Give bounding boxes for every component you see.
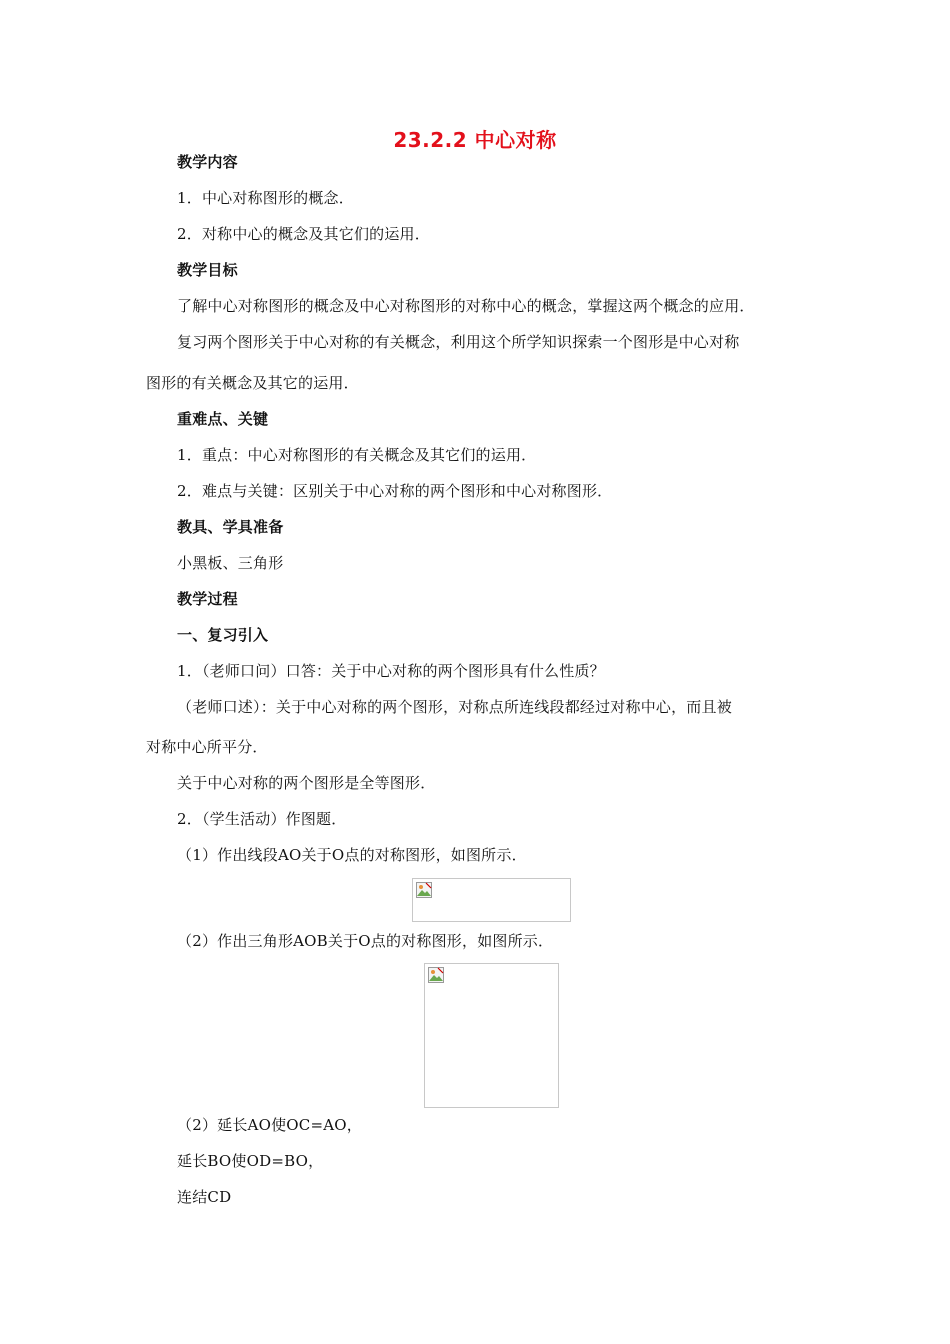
review-paragraph-line2: 对称中心所平分． <box>146 738 268 756</box>
heading-process: 教学过程 <box>177 590 238 608</box>
step-item-3: 连结CD <box>177 1188 232 1206</box>
document-title: 23.2.2 中心对称 <box>393 128 557 152</box>
content-item-2: 2．对称中心的概念及其它们的运用． <box>177 225 430 243</box>
review-item-3: 关于中心对称的两个图形是全等图形． <box>177 774 436 792</box>
goal-paragraph-1: 了解中心对称图形的概念及中心对称图形的对称中心的概念，掌握这两个概念的应用． <box>177 297 755 315</box>
step-item-1: （2）延长AO使OC=AO， <box>177 1116 362 1134</box>
tools-item: 小黑板、三角形 <box>177 554 284 572</box>
review-item-1: 1．（老师口问）口答：关于中心对称的两个图形具有什么性质？ <box>177 662 605 680</box>
review-paragraph-line1: （老师口述）：关于中心对称的两个图形，对称点所连线段都经过对称中心，而且被 <box>177 698 732 716</box>
figure-triangle-aob <box>424 963 559 1108</box>
activity-item-2: （1）作出线段AO关于O点的对称图形，如图所示． <box>177 846 527 864</box>
content-item-1: 1．中心对称图形的概念． <box>177 189 354 207</box>
activity-item-1: 2．（学生活动）作图题． <box>177 810 347 828</box>
heading-goal: 教学目标 <box>177 261 238 279</box>
figure-segment-ao <box>412 878 571 922</box>
broken-image-icon <box>428 967 444 983</box>
goal-paragraph-2-line2: 图形的有关概念及其它的运用． <box>146 374 359 392</box>
step-item-2: 延长BO使OD=BO， <box>177 1152 324 1170</box>
heading-tools: 教具、学具准备 <box>177 518 284 536</box>
broken-image-icon <box>416 882 432 898</box>
heading-content: 教学内容 <box>177 153 238 171</box>
key-item-1: 1．重点：中心对称图形的有关概念及其它们的运用． <box>177 446 537 464</box>
goal-paragraph-2-line1: 复习两个图形关于中心对称的有关概念，利用这个所学知识探索一个图形是中心对称 <box>177 333 740 351</box>
heading-key-points: 重难点、关键 <box>177 410 269 428</box>
heading-review: 一、复习引入 <box>177 626 269 644</box>
key-item-2: 2．难点与关键：区别关于中心对称的两个图形和中心对称图形． <box>177 482 613 500</box>
activity-item-3: （2）作出三角形AOB关于O点的对称图形，如图所示． <box>177 932 554 950</box>
